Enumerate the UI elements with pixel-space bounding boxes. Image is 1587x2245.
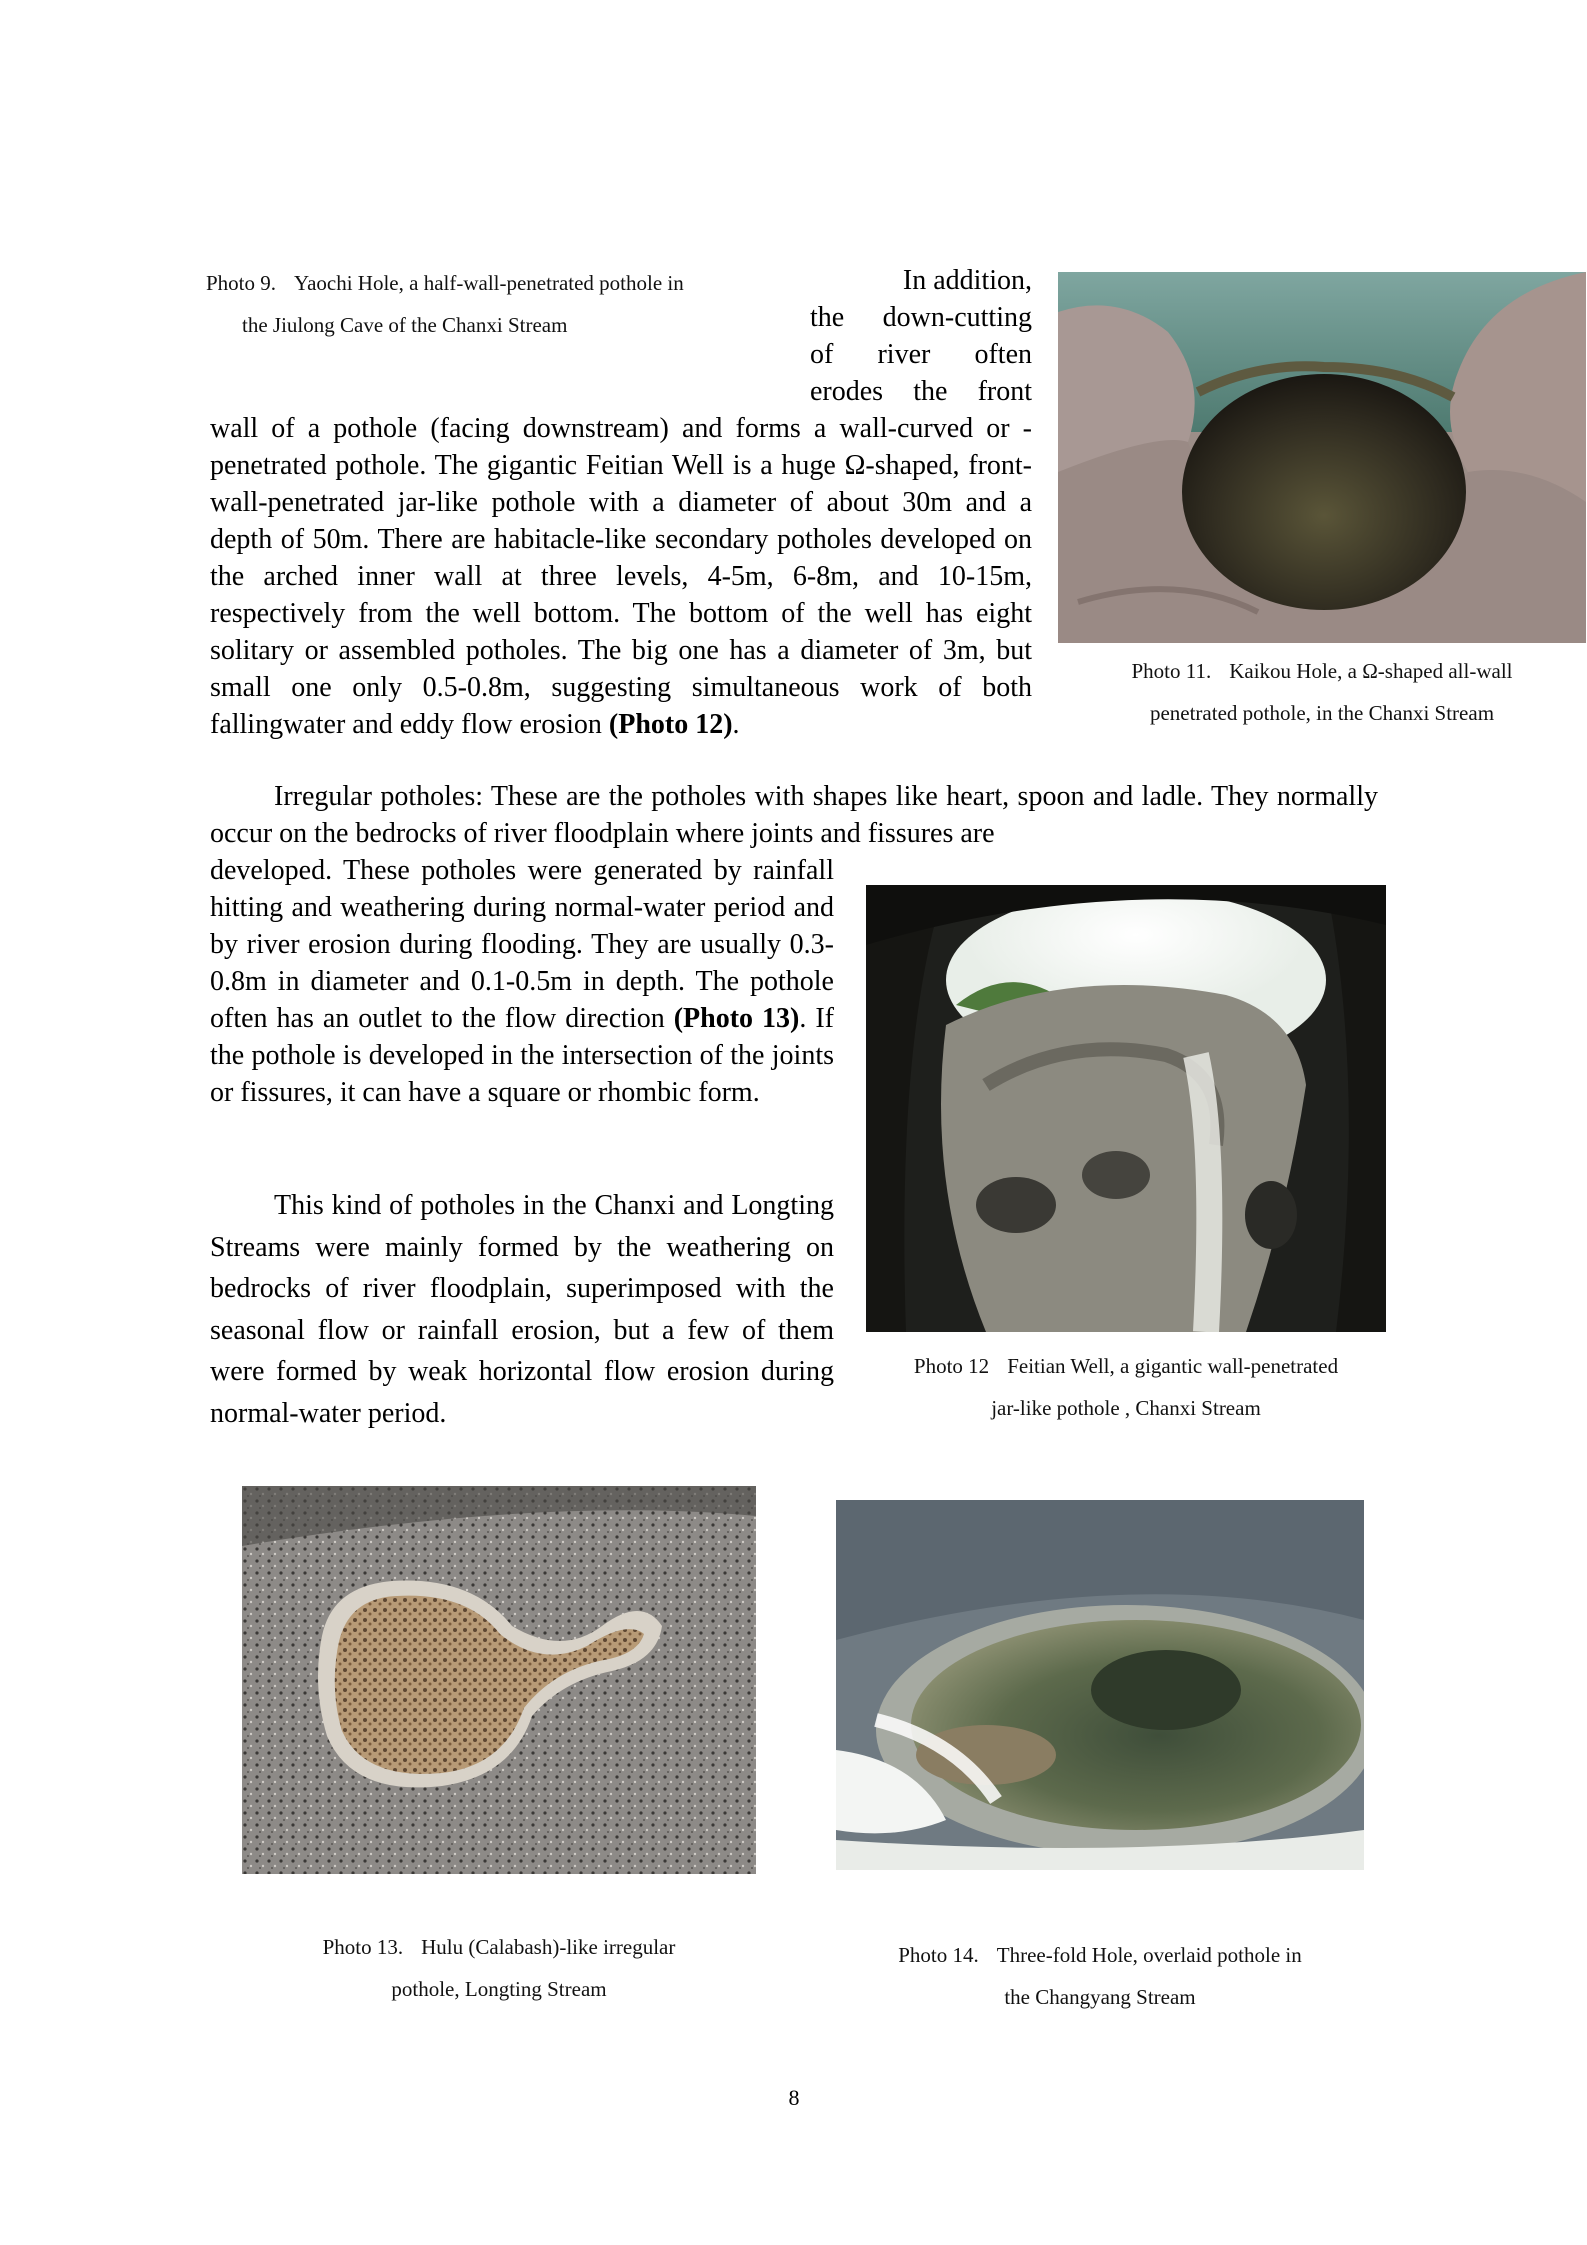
photo14-caption-number: Photo 14. — [898, 1943, 979, 1967]
addition-lead-4: erodes the front — [810, 376, 1032, 407]
photo12-caption-line1: Photo 12 Feitian Well, a gigantic wall-penetrated — [913, 1354, 1339, 1378]
feitian-well-illustration — [866, 885, 1386, 1332]
irregular-paragraph-full — [210, 778, 1378, 852]
photo12-image — [866, 885, 1386, 1332]
photo9-caption-line2: the Jiulong Cave of the Chanxi Stream — [242, 313, 568, 337]
photo11-caption — [1058, 650, 1586, 734]
addition-paragraph: wall of a pothole (facing downstream) and forms a wall-curved or -penetrated pothole. The gigantic Feitian Well is a huge Ω-shaped, front-wall-penetrated jar-like pothole with a diameter of about 30m and a depth of 50m. There are habitacle-like secondary potholes developed on the arched inner wall at three levels, 4-5m, 6-8m, and 10-15m, respectively from the well bottom. The bottom of the well has eight solitary or assembled potholes. The big one has a diameter of 3m, but small one only 0.5-0.8m, suggesting simultaneous work of both fallingwater and eddy flow erosion (Photo 12). — [210, 413, 1032, 740]
photo11-caption-line2: penetrated pothole, in the Chanxi Stream — [1149, 701, 1495, 725]
photo14-caption-line1: Photo 14. Three-fold Hole, overlaid pothole in — [898, 1943, 1302, 1967]
addition-lead-2: the down-cutting — [810, 302, 1032, 333]
three-fold-hole-illustration — [836, 1500, 1364, 1870]
addition-photo12-ref: (Photo 12) — [608, 709, 733, 740]
photo14-caption-line2: the Changyang Stream — [1004, 1985, 1196, 2009]
photo11-caption-number: Photo 11. — [1131, 659, 1212, 683]
photo9-caption-line1: Photo 9. Yaochi Hole, a half-wall-penetrated pothole in — [206, 271, 684, 295]
photo12-caption — [866, 1345, 1386, 1429]
photo13-caption-number: Photo 13. — [322, 1935, 404, 1959]
photo12-caption-line2: jar-like pothole , Chanxi Stream — [991, 1396, 1261, 1420]
addition-text: wall of a pothole (facing downstream) and forms a wall-curved or -penetrated pothole. The gigantic Feitian Well is a huge Ω-shaped, front-wall-penetrated jar-like pothole with a diameter of about 30m and a depth of 50m. There are habitacle-like secondary potholes developed on the arched inner wall at three levels, 4-5m, 6-8m, and 10-15m, respectively from the well bottom. The bottom of the well has eight solitary or assembled potholes. The big one has a diameter of 3m, but small one only 0.5-0.8m, suggesting simultaneous work of both fallingwater and eddy flow erosion — [210, 413, 1032, 740]
photo14-image — [836, 1500, 1364, 1870]
irregular-paragraph-narrow: developed. These potholes were generated by rainfall hitting and weathering during normal-water period and by river erosion during flooding. They are usually 0.3-0.8m in diameter and 0.1-0.5m in depth. The pothole often has an outlet to the flow direction (Photo 13). If the pothole is developed in the intersection of the joints or fissures, it can have a square or rhombic form. — [210, 855, 834, 1108]
photo13-caption — [242, 1926, 756, 2010]
kind-text: This kind of potholes in the Chanxi and Longting Streams were mainly formed by the weathering on bedrocks of river floodplain, superimposed with the seasonal flow or rainfall erosion, but a few of them were formed by weak horizontal flow erosion during normal-water period. — [210, 1190, 834, 1429]
calabash-pothole-illustration — [242, 1486, 756, 1874]
photo13-image — [242, 1486, 756, 1874]
photo11-image — [1058, 272, 1586, 643]
irregular-text-narrow: developed. These potholes were generated by rainfall hitting and weathering during normal-water period and by river erosion during flooding. They are usually 0.3-0.8m in diameter and 0.1-0.5m in depth. The pothole often has an outlet to the flow direction — [210, 855, 834, 1034]
photo13-caption-line2: pothole, Longting Stream — [391, 1977, 607, 2001]
photo14-caption — [836, 1934, 1364, 2018]
omega-pothole-illustration — [1058, 272, 1586, 643]
kind-paragraph — [210, 1185, 834, 1434]
irregular-photo13-ref: (Photo 13) — [673, 1003, 800, 1034]
addition-lead-lines — [810, 262, 1032, 410]
photo9-caption-number: Photo 9. — [206, 271, 277, 295]
photo13-caption-line1: Photo 13. Hulu (Calabash)-like irregular — [322, 1935, 676, 1959]
page-number: 8 — [788, 2085, 800, 2110]
irregular-text-full: Irregular potholes: These are the potholes with shapes like heart, spoon and ladle. They normally occur on the bedrocks of river floodplain where joints and fissures are — [210, 781, 1378, 849]
photo11-caption-line1: Photo 11. Kaikou Hole, a Ω-shaped all-wall — [1131, 659, 1513, 683]
photo12-caption-number: Photo 12 — [913, 1354, 990, 1378]
addition-lead-3: of river often — [810, 339, 1032, 370]
addition-lead-1: In addition, — [902, 265, 1032, 296]
photo9-caption — [206, 262, 806, 346]
